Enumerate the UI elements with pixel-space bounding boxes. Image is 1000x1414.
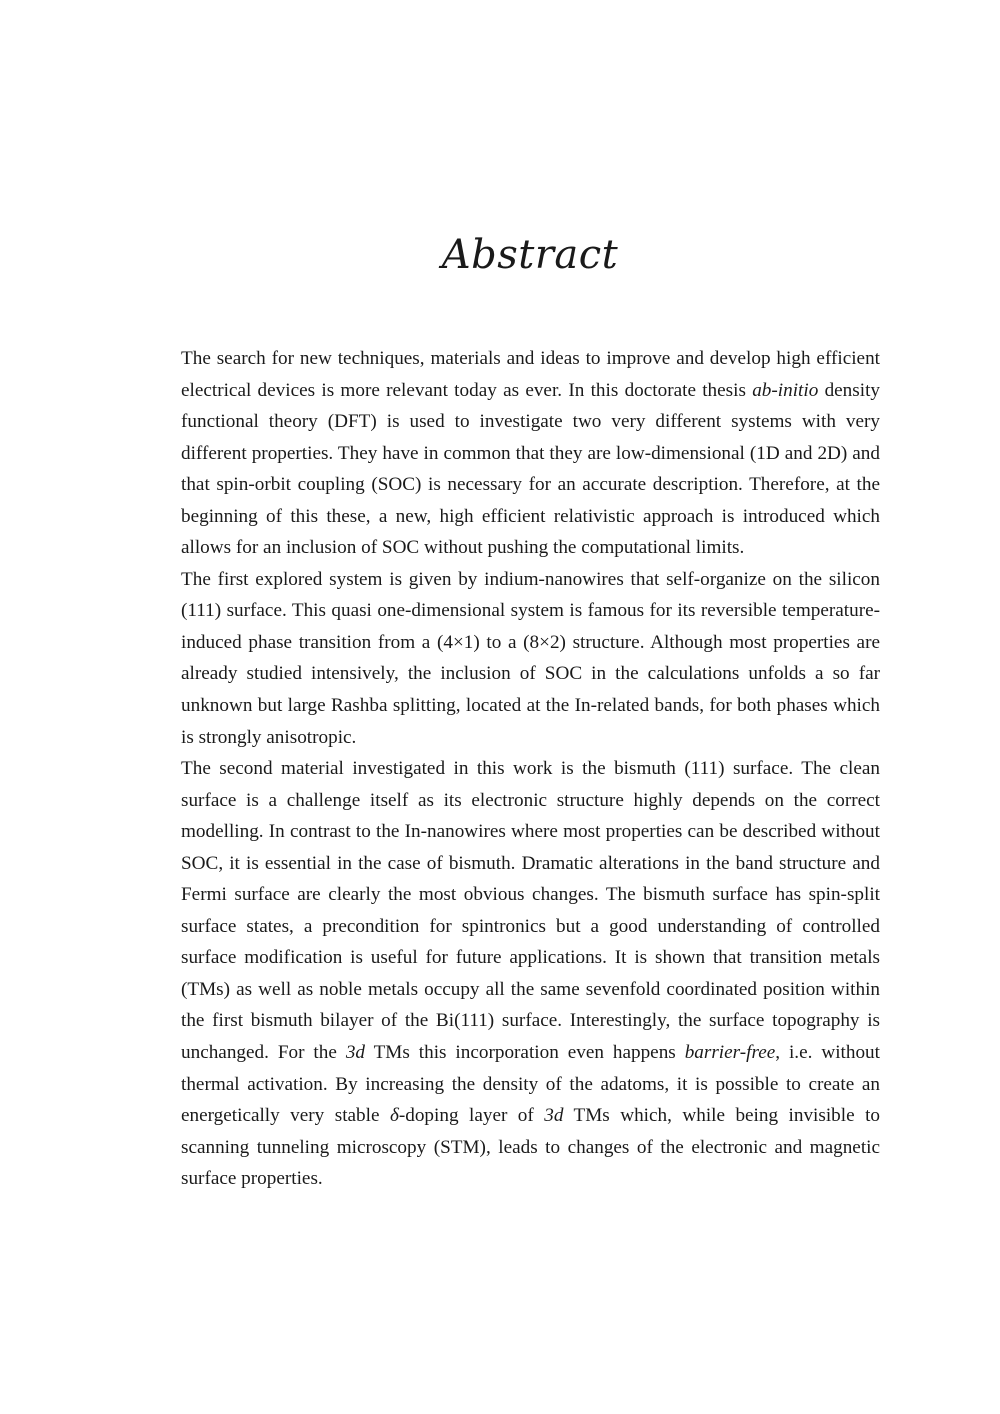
paragraph-3-part-2: TMs this incorporation even happens bbox=[365, 1042, 685, 1064]
three-d-term-1: 3d bbox=[345, 1042, 365, 1064]
paragraph-3-part-1: The second material investigated in this work is the bismuth (111) surface. The clean surface is a challenge itself as its electronic structure highly depends on the correct modelling. In contrast to the In-nanowires where most properties can be described without SOC, it is essential in the case of bismuth. Dramatic alterations in the band structure and Fermi surface are clearly the most obvious changes. The bismuth surface has spin-split surface states, a precondition for spintronics but a good understanding of controlled surface modification is useful for future applications. It is shown that transition metals (TMs) as well as noble metals occupy all the same sevenfold coordinated position within the first bismuth bilayer of the Bi(111) surface. Interestingly, the surface topography is unchanged. For the bbox=[181, 758, 880, 1064]
three-d-term-2: 3d bbox=[544, 1105, 564, 1127]
paragraph-2: The first explored system is given by indium-nanowires that self-organize on the silicon (111) surface. This quasi one-dimensional system is famous for its reversible temperature-induced phase transition from a (4×1) to a (8×2) structure. Although most properties are already studied intensively, the inclusion of SOC in the calculations unfolds a so far unknown but large Rashba splitting, located at the In-related bands, for both phases which is strongly anisotropic. bbox=[181, 568, 880, 748]
paragraph-3 bbox=[181, 753, 880, 1195]
paragraph-1-lead: The search for new techniques, materials and ideas to improve and develop high efficient electrical devices is more relevant today as ever. In this doctorate thesis bbox=[181, 348, 880, 401]
paragraph-3-part-4: -doping layer of bbox=[398, 1105, 545, 1127]
abstract-body bbox=[181, 343, 880, 1195]
paragraph-3-part-3: , i.e. without thermal activation. By increasing the density of the adatoms, it is possible to create an energetically very stable bbox=[181, 1042, 880, 1127]
paragraph-3-part-5: TMs which, while being invisible to scanning tunneling microscopy (STM), leads to changes of the electronic and magnetic surface properties. bbox=[181, 1105, 880, 1190]
paragraph-1-rest: density functional theory (DFT) is used to investigate two very different systems with very different properties. They have in common that they are low-dimensional (1D and 2D) and that spin-orbit coupling (SOC) is necessary for an accurate description. Therefore, at the beginning of this these, a new, high efficient relativistic approach is introduced which allows for an inclusion of SOC without pushing the computational limits. bbox=[181, 379, 880, 559]
barrier-free-term: barrier-free bbox=[684, 1042, 776, 1064]
ab-initio-term: ab-initio bbox=[752, 379, 819, 401]
abstract-title: Abstract bbox=[441, 232, 619, 278]
paragraph-1 bbox=[181, 343, 880, 564]
delta-symbol: δ bbox=[389, 1105, 399, 1127]
